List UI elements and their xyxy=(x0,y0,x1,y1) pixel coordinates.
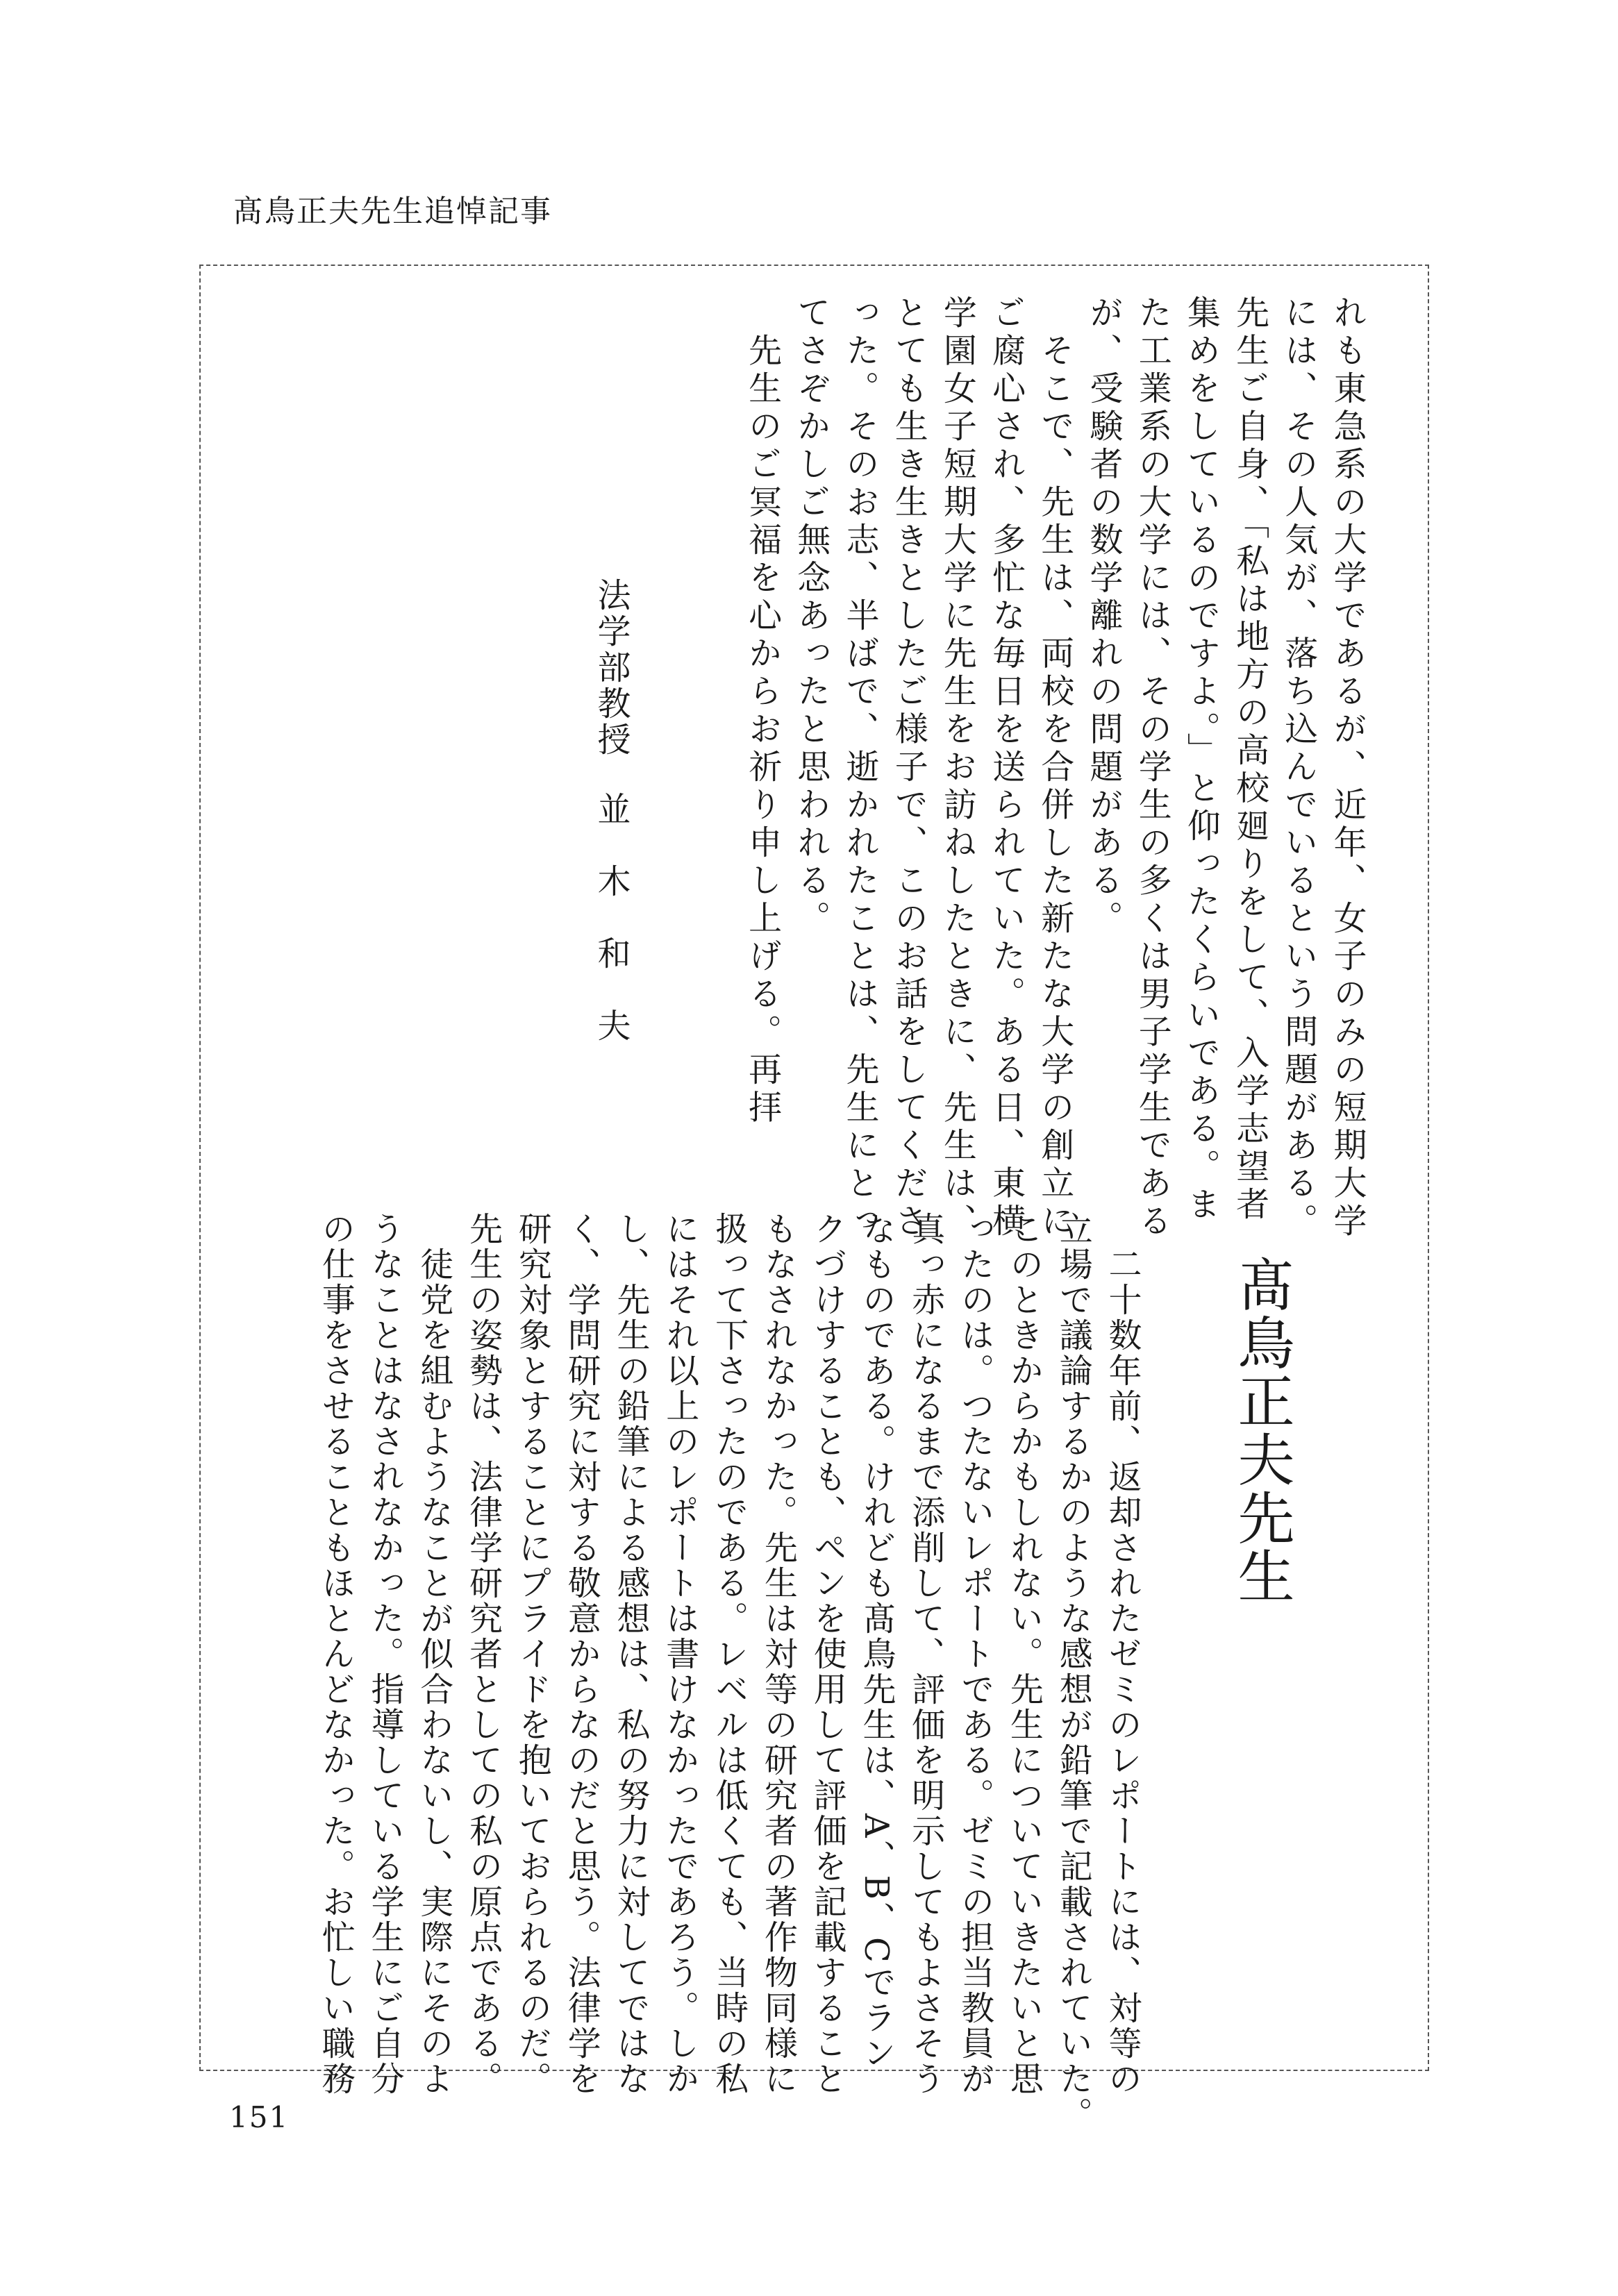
text-column: てさぞかしご無念あったと思われる。 xyxy=(791,295,831,939)
article-title: 髙鳥正夫先生 xyxy=(1228,1255,1294,1605)
author-signature xyxy=(592,578,631,1080)
text-column: 二十数年前、返却されたゼミのレポートには、対等の xyxy=(1103,1212,1142,2097)
text-column: し、先生の鉛筆による感想は、私の努力に対してではな xyxy=(611,1212,650,2097)
text-column: 真っ赤になるまで添削して、評価を明示してもよさそう xyxy=(906,1212,945,2097)
text-column: った。そのお志、半ばで、逝かれたことは、先生にとっ xyxy=(840,295,879,1241)
text-column: れも東急系の大学であるが、近年、女子のみの短期大学 xyxy=(1328,295,1367,1241)
text-column: にはそれ以上のレポートは書けなかったであろう。しか xyxy=(660,1212,699,2097)
text-column: 先生のご冥福を心からお祈り申し上げる。再拝 xyxy=(742,295,782,1128)
text-column: には、その人気が、落ち込んでいるという問題がある。 xyxy=(1278,295,1318,1241)
text-column: 研究対象とすることにプライドを抱いておられるのだ。 xyxy=(512,1212,552,2097)
text-column: もなされなかった。先生は対等の研究者の著作物同様に xyxy=(758,1212,798,2097)
text-column: 立場で議論するかのような感想が鉛筆で記載されていた。 xyxy=(1053,1212,1093,2132)
text-column: ご腐心され、多忙な毎日を送られていた。ある日、東横 xyxy=(986,295,1026,1241)
text-column: た工業系の大学には、その学生の多くは男子学生である xyxy=(1133,295,1172,1241)
text-column: 先生ご自身、「私は地方の高校廻りをして、入学志望者 xyxy=(1230,295,1269,1225)
text-column: そこで、先生は、両校を合併した新たな大学の創立に xyxy=(1035,295,1074,1241)
text-column: 集めをしているのですよ。」と仰ったくらいである。ま xyxy=(1181,295,1221,1225)
text-column: ったのは。つたないレポートである。ゼミの担当教員が xyxy=(955,1212,994,2097)
text-column: く、学問研究に対する敬意からなのだと思う。法律学を xyxy=(562,1212,601,2097)
text-column: 学園女子短期大学に先生をお訪ねしたときに、先生は、 xyxy=(937,295,977,1241)
text-column: とても生き生きとしたご様子で、このお話をしてくださ xyxy=(889,295,928,1241)
text-column: このときからかもしれない。先生についていきたいと思 xyxy=(1004,1212,1044,2097)
text-column: クづけすることも、ペンを使用して評価を記載すること xyxy=(808,1212,847,2097)
text-column: 扱って下さったのである。レベルは低くても、当時の私 xyxy=(709,1212,749,2097)
text-column: の仕事をさせることもほとんどなかった。お忙しい職務 xyxy=(316,1212,356,2097)
text-column: うなことはなされなかった。指導している学生にご自分 xyxy=(365,1212,404,2097)
author-name: 並木和夫 xyxy=(592,791,631,1080)
page-number: 151 xyxy=(229,2100,290,2134)
text-column: なものである。けれども髙鳥先生は、A、B、Cでラン xyxy=(857,1212,896,2071)
running-header: 髙鳥正夫先生追悼記事 xyxy=(233,194,552,229)
author-affiliation: 法学部教授 xyxy=(592,578,631,758)
text-column: が、受験者の数学離れの問題がある。 xyxy=(1084,295,1123,939)
text-column: 先生の姿勢は、法律学研究者としての私の原点である。 xyxy=(463,1212,503,2097)
text-column: 徒党を組むようなことが似合わないし、実際にそのよ xyxy=(414,1212,453,2097)
